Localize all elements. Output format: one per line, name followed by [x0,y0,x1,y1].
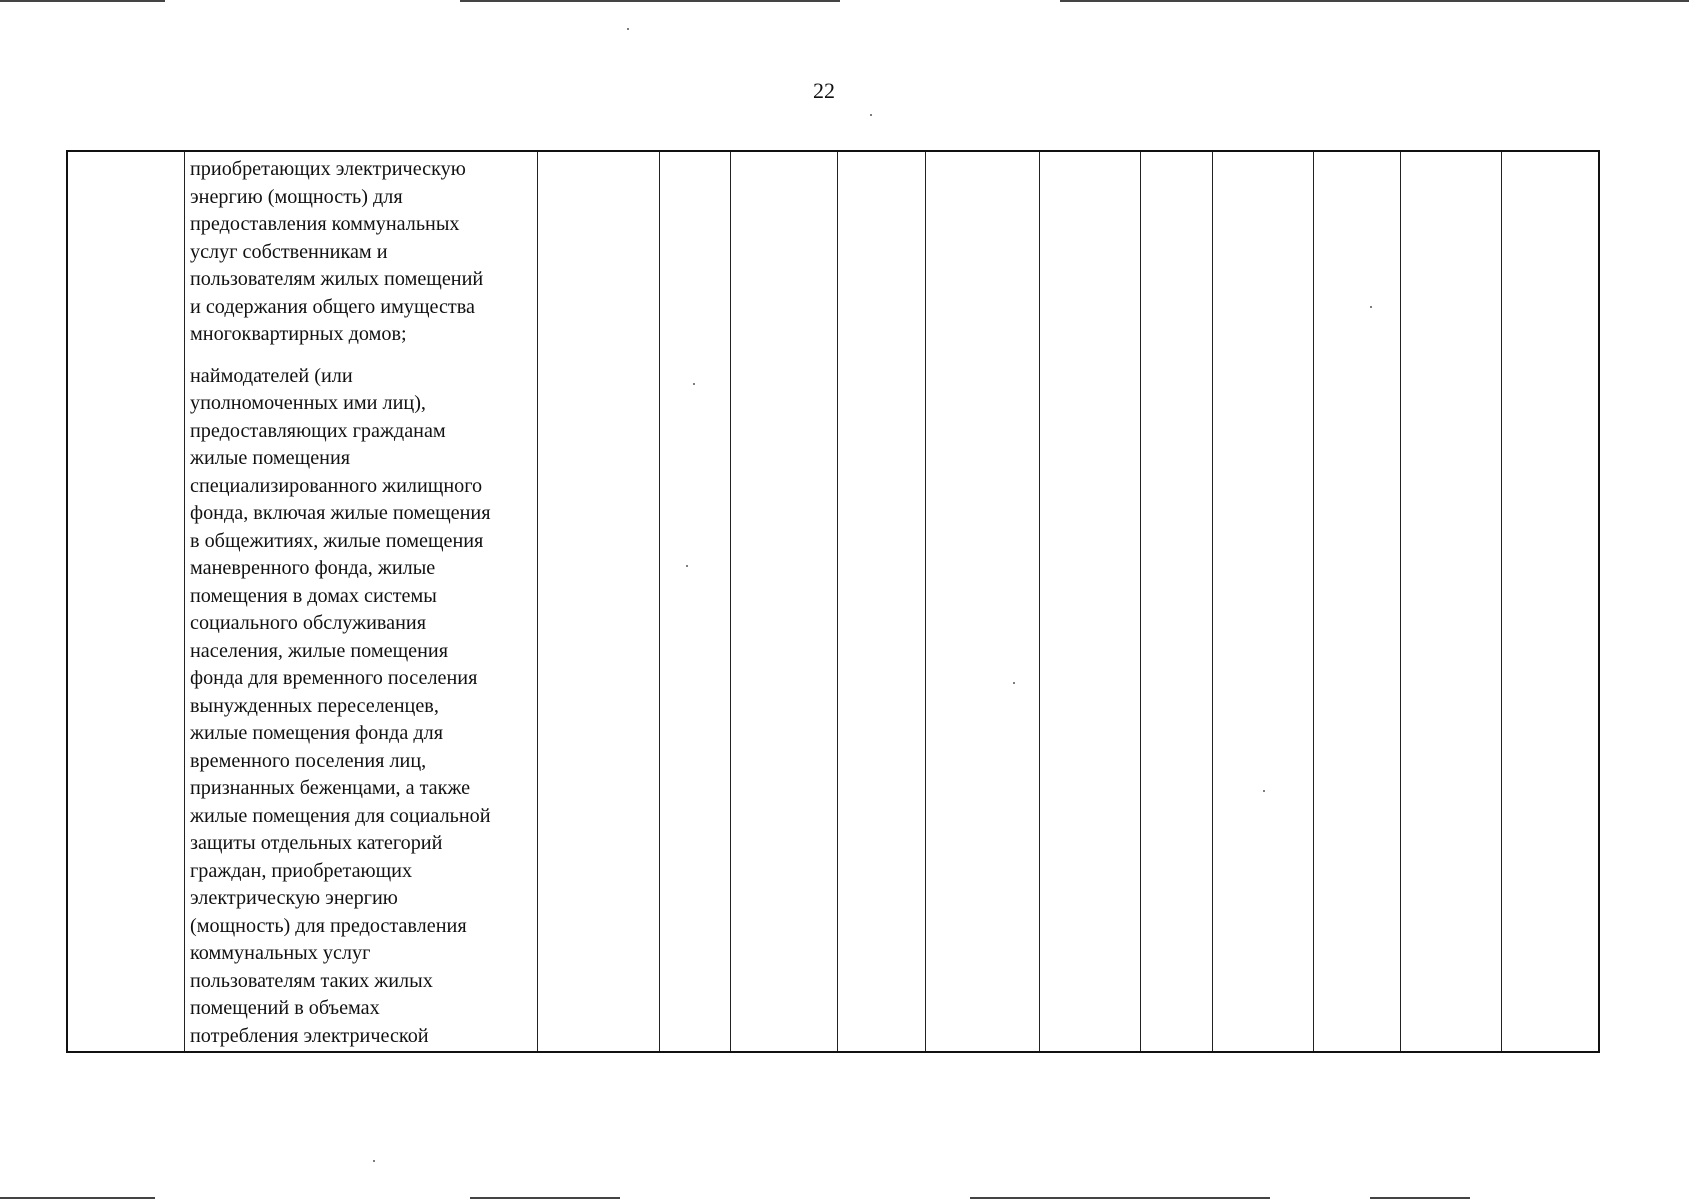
table-cell-empty [1141,152,1213,1051]
text-line: наймодателей (или [190,364,353,387]
text-line: потребления электрической [190,1024,429,1047]
scan-speck [870,114,872,116]
text-line: временного поселения лиц, [190,749,427,772]
scan-edge-bottom-far-right [1370,1197,1470,1199]
table-cell-empty [731,152,838,1051]
scan-speck [373,1160,375,1162]
table-cell-description [185,152,538,1051]
table-cell-empty [838,152,926,1051]
text-line: защиты отдельных категорий [190,832,443,854]
text-line: и содержания общего имущества [190,295,475,318]
scan-edge-top-mid [460,0,840,2]
table-cell-empty [538,152,660,1051]
scan-speck [627,28,629,30]
text-line: вынужденных переселенцев, [190,694,439,717]
text-line: предоставления коммунальных [190,213,460,235]
scan-edge-bottom-left [0,1197,155,1199]
text-line: (мощность) для предоставления [190,914,467,937]
text-line: многоквартирных домов; [190,323,407,345]
text-line: пользователям жилых помещений [190,268,484,290]
text-line: энергию (мощность) для [190,185,403,208]
text-line: населения, жилые помещения [190,639,448,662]
text-line: услуг собственникам и [190,240,388,263]
text-line: жилые помещения для социальной [190,804,491,827]
text-line: коммунальных услуг [190,942,371,964]
page-number: 22 [813,78,835,103]
text-line: специализированного жилищного [190,474,483,497]
table-cell-empty [660,152,731,1051]
table-cell-empty [1213,152,1314,1051]
text-line: предоставляющих гражданам [190,419,446,442]
scan-edge-bottom-mid [470,1197,620,1199]
text-line: в общежитиях, жилые помещения [190,529,484,552]
table-cell-empty [1314,152,1401,1051]
table-cell-empty [1040,152,1141,1051]
scan-edge-bottom-right [970,1197,1270,1199]
text-line: помещений в объемах [190,997,380,1019]
text-line: фонда, включая жилые помещения [190,502,491,524]
table-cell-empty [1401,152,1502,1051]
text-line: приобретающих электрическую [190,158,466,180]
description-paragraph [190,156,531,349]
scan-edge-top-right [1060,0,1689,2]
text-line: признанных беженцами, а также [190,777,471,799]
text-line: помещения в домах системы [190,584,437,607]
text-line: электрическую энергию [190,887,398,909]
text-line: маневренного фонда, жилые [190,557,436,579]
data-table [66,150,1600,1053]
text-line: социального обслуживания [190,612,426,634]
table-cell-empty [926,152,1040,1051]
text-line: пользователям таких жилых [190,969,433,992]
description-paragraph [190,363,531,1051]
text-line: уполномоченных ими лиц), [190,392,426,414]
text-line: жилые помещения фонда для [190,722,443,744]
table-cell-empty [1502,152,1598,1051]
scan-edge-top-left [0,0,165,2]
text-line: граждан, приобретающих [190,859,413,882]
table-cell-number [68,152,185,1051]
text-line: жилые помещения [190,447,351,469]
text-line: фонда для временного поселения [190,667,478,689]
